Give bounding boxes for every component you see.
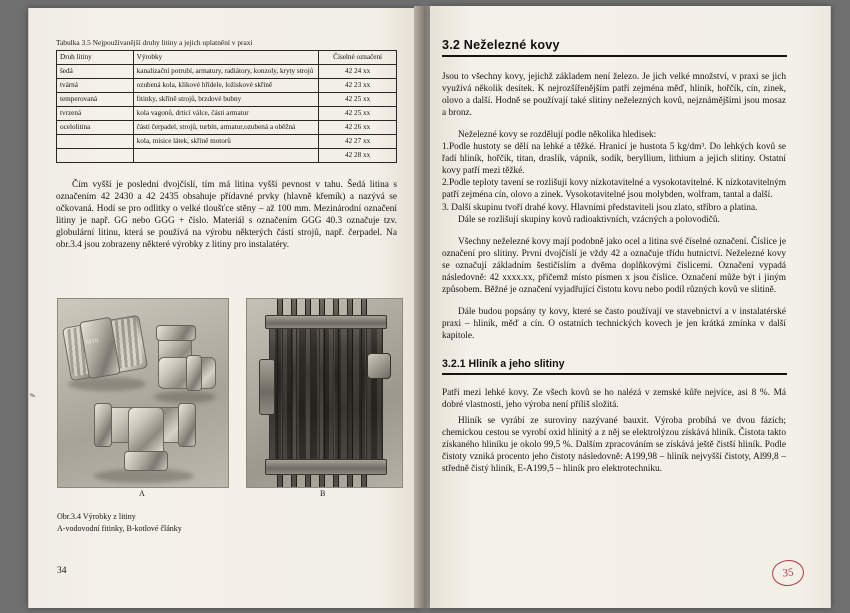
right-paragraph-7: Všechny neželezné kovy mají podobně jako ocel a litina své číselné označení. Číslice je označení pro slitiny. První dvojčíslí je vždy 42 a označuje třídu hutnictví. Neželezné kovy se označují základním šestičíslím a dvěma doplňkovými číslicemi. Označení vypadá následovně: 42 xxxx.xx, přičemž místo písmen x jsou číslice. Označení může být i jiným způsobem. Běžné je označení vyjadřující čistotu kovu nebo podíl různých kovů ve slitině.	[442, 236, 786, 296]
right-paragraph-1: Jsou to všechny kovy, jejichž základem není železo. Je jich velké množství, v praxi se jich využívá několik desítek. K nejrozšířenějším patří zejména měď, hliník, hořčík, cín, zinek, olovo a další. Hodně se používají také slitiny neželezných kovů, nejznámějšími jsou mosaz a bronz.	[442, 71, 786, 118]
table-row: kola, misice látek, skříně motorů 42 27 xx	[57, 135, 397, 149]
right-paragraph-5: 3. Další skupinu tvoří drahé kovy. Hlavními představiteli jsou zlato, stříbro a platina.	[442, 202, 758, 213]
heading-rule	[442, 55, 787, 57]
subheading-rule	[442, 373, 787, 374]
figure-caption-line1: Obr.3.4 Výrobky z litiny	[57, 512, 136, 521]
figure-a-fittings-photo	[57, 298, 229, 488]
right-paragraph-3: 1.Podle hustoty se dělí na lehké a těžké. Hranicí je hustota 5 kg/dm³. Do lehkých kovů se řadí hliník, hořčík, titan, draslík, vápník, sodík, beryllium, lithium a jejich slitiny. Ostatní kovy patří mezi těžké.	[442, 142, 786, 177]
figure-caption-line2: A-vodovodní fitinky, B-kotlové články	[57, 524, 182, 533]
table-row: 42 28 xx	[57, 149, 397, 163]
fitting-mark-label: M10	[85, 337, 100, 347]
subsection-heading-3-2-1: 3.2.1 Hliník a jeho slitiny	[442, 358, 565, 371]
right-paragraph-10: Hliník se vyrábí ze suroviny nazývané bauxit. Výroba probíhá ve dvou fázích; chemickou cestou se vyrobí oxid hlinitý a z něj se elektrolýzou získává hliník. Čistota takto získaného hliníku je okolo 99,5 %. Dalším zpracováním se získává ještě čistší hliník. Podle čistoty vzniká procento jeho čistoty následovně: A199,98 – hliník nejvyšší čistoty, Al99,8 – středně čistý hliník, E-A199,5 – hliník pro elektrotechniku.	[442, 415, 786, 475]
cast-iron-table	[56, 50, 397, 163]
figure-label-b: B	[320, 489, 326, 498]
right-page-content	[442, 38, 787, 475]
right-paragraph-4: 2.Podle teploty tavení se rozlišují kovy nízkotavitelné a vysokotavitelné. K nízkotavitelným patří zejména cín, olovo a zinek. Vysokotavitelné jsou molybden, wolfram, tantal a další.	[442, 178, 786, 201]
right-paragraph-6: Dále se rozlišují skupiny kovů radioaktivních, vzácných a polovodičů.	[458, 214, 720, 225]
table-header-products: Výrobky	[133, 51, 319, 65]
right-paragraph-2: Neželezné kovy se rozdělují podle několika hledisek:	[458, 129, 657, 140]
right-paragraph-9: Patří mezi lehké kovy. Ze všech kovů se ho nalézá v zemské kůře nejvíce, asi 8 %. Má dobré vlastnosti, jeho výroba není příliš složitá.	[442, 387, 786, 410]
table-row: temperovaná fitinky, skříně strojů, brzdové bubny 42 25 xx	[57, 93, 397, 107]
figure-b-boiler-sections-photo	[246, 298, 403, 488]
table-header-row	[57, 51, 397, 65]
table-header-code: Číselné označení	[319, 51, 397, 65]
right-paragraph-8: Dále budou popsány ty kovy, které se často používají ve stavebnictví a v instalatérské praxi – hliník, měď a cín. O ostatních technických kovech je jen krátká zmínka v další kapitole.	[442, 307, 786, 342]
left-folio: 34	[57, 566, 67, 576]
table-row: tvrzená kola vagonů, drticí válce, části armatur 42 25 xx	[57, 107, 397, 121]
margin-pencil-mark: ✎	[28, 391, 38, 401]
table-caption: Tabulka 3.5 Nejpoužívanější druhy litiny a jejich uplatnění v praxi	[56, 38, 253, 47]
table-row: šedá kanalizační potrubí, armatury, radiátory, konzoly, kryty strojů 42 24 xx	[57, 65, 397, 79]
left-page-content	[56, 38, 401, 252]
table-row: ocelolitina části čerpadel, strojů, turbín, armatur,ozubená a oběžná 42 26 xx	[57, 121, 397, 135]
figure-label-a: A	[139, 489, 145, 498]
section-heading-3-2: 3.2 Neželezné kovy	[442, 38, 560, 52]
right-folio: 35	[771, 558, 806, 587]
left-paragraph-1: Čím vyšší je poslední dvojčíslí, tím má litina vyšší pevnost v tahu. Šedá litina s označením 42 2430 a 42 2435 obsahuje přídavné prvky (hlavně křemík) a nazývá se očkovaná. Hodí se pro odlitky o velké tloušťce stěny – až 100 mm. Mezinárodní označení litiny je např. GG nebo GGG + číslo. Materiál s označením GGG 40.3 označuje tzv. globulární litinu, která se používá na výrobu některých částí strojů, např. čerpadel. Na obr.3.4 jsou zobrazeny některé výrobky z litiny pro instalatéry.	[56, 180, 397, 251]
table-row: tvárná ozubená kola, klikové hřídele, ložiskové skříně 42 23 xx	[57, 79, 397, 93]
table-header-kind: Druh litiny	[57, 51, 134, 65]
